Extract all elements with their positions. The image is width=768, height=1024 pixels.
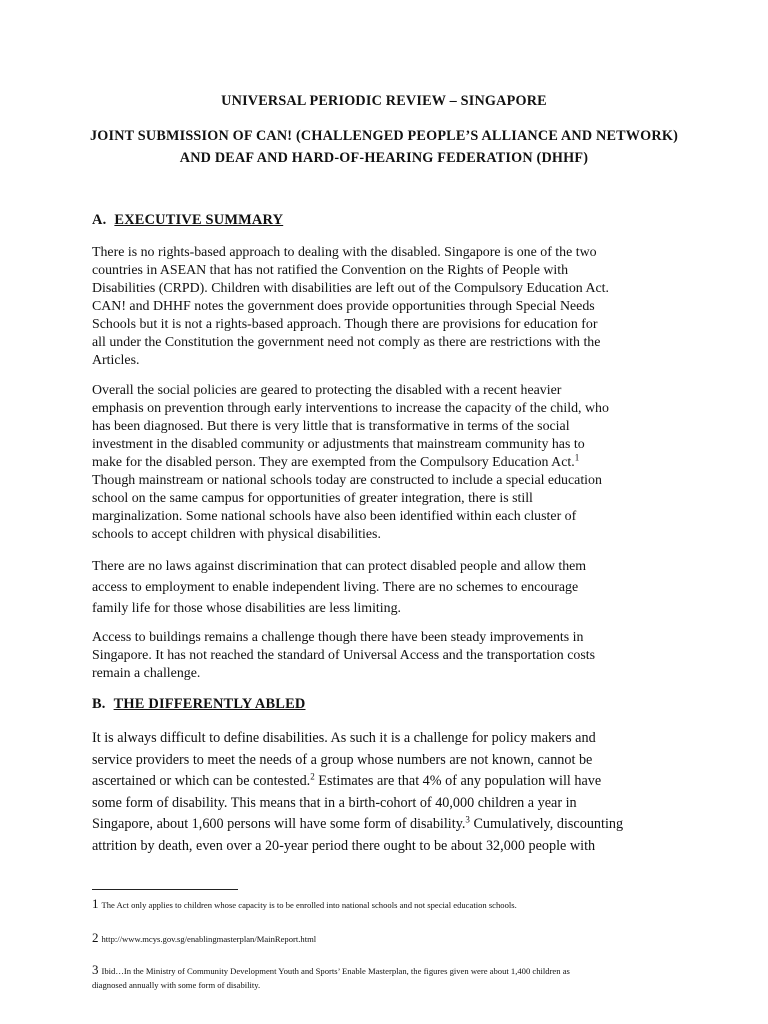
text-line: service providers to meet the needs of a group whose numbers are not known, cannot be (92, 751, 593, 768)
document-title: UNIVERSAL PERIODIC REVIEW – SINGAPORE (221, 93, 547, 109)
footnote-ref-2[interactable]: 2 (310, 771, 315, 782)
footnote-ref-1[interactable]: 1 (574, 452, 580, 463)
text-line: family life for those whose disabilities are less limiting. (92, 601, 402, 616)
text-line: It is always difficult to define disabilities. As such it is a challenge for policy makers and (92, 730, 596, 746)
footnote-text: The Act only applies to children whose capacity is to be enrolled into national schools and not special education schools. (101, 900, 517, 910)
text-line: access to employment to enable independent living. There are no schemes to encourage (92, 580, 579, 595)
text-line: Disabilities (CRPD). Children with disabilities are left out of the Compulsory Education Act. (92, 281, 609, 296)
text-line: remain a challenge. (92, 666, 201, 681)
text-line (92, 814, 680, 836)
text-line: Though mainstream or national schools today are constructed to include a special education (92, 473, 602, 488)
paragraph-executive-1 (92, 244, 680, 370)
section-b-heading (92, 696, 305, 713)
text-line: CAN! and DHHF notes the government does provide opportunities through Special Needs (92, 299, 595, 314)
footnote-3 (92, 963, 692, 992)
section-a-heading (92, 212, 283, 229)
text-line: attrition by death, even over a 20-year period there ought to be about 32,000 people with (92, 837, 596, 854)
footnote-divider (92, 889, 238, 890)
text-line: investment in the disabled community or adjustments that mainstream community has to (92, 437, 585, 452)
footnote-ref-3[interactable]: 3 (465, 814, 470, 825)
section-b-title: THE DIFFERENTLY ABLED (113, 696, 306, 712)
footnote-number: 1 (92, 896, 99, 911)
text-line: countries in ASEAN that has not ratified the Convention on the Rights of People with (92, 263, 569, 278)
text-line: Singapore. It has not reached the standard of Universal Access and the transportation costs (92, 648, 595, 663)
paragraph-differently-abled-1 (92, 728, 680, 858)
document-subtitle: JOINT SUBMISSION OF CAN! (CHALLENGED PEOPLE’S ALLIANCE AND NETWORK) AND DEAF AND HARD-OF-HEARING FEDERATION (DHHF) (89, 128, 679, 166)
footnote-2 (92, 931, 692, 946)
paragraph-executive-3 (92, 556, 680, 619)
text-line: Overall the social policies are geared to protecting the disabled with a recent heavier (92, 383, 562, 398)
text-fragment: ascertained or which can be contested. (92, 773, 311, 790)
paragraph-executive-4 (92, 629, 680, 683)
footnote-number: 3 (92, 962, 99, 977)
text-fragment: Singapore, about 1,600 persons will have some form of disability. (92, 816, 466, 833)
text-line: has been diagnosed. But there is very little that is transformative in terms of the social (92, 419, 570, 434)
footnote-text: Ibid…In the Ministry of Community Development Youth and Sports’ Enable Masterplan, the figures given were about 1,400 children as (101, 966, 570, 976)
text-line: all under the Constitution the government need not comply as there are restrictions with the (92, 335, 601, 350)
section-a-label: A. (92, 212, 107, 228)
text-fragment: Cumulatively, discounting (469, 816, 624, 833)
text-line (92, 771, 680, 793)
footnote-number: 2 (92, 930, 99, 945)
text-fragment: make for the disabled person. They are exempted from the Compulsory Education Act. (92, 455, 575, 470)
section-b-label: B. (92, 696, 106, 712)
text-line: some form of disability. This means that in a birth-cohort of 40,000 children a year in (92, 794, 577, 811)
paragraph-executive-2 (92, 382, 680, 544)
footnote-link[interactable]: http://www.mcys.gov.sg/enablingmasterplan/MainReport.html (101, 934, 317, 944)
text-line: emphasis on prevention through early interventions to increase the capacity of the child, who (92, 401, 609, 416)
footnote-text-continued: diagnosed annually with some form of disability. (92, 980, 261, 990)
text-line (92, 454, 680, 472)
text-line: Access to buildings remains a challenge though there have been steady improvements in (92, 630, 584, 645)
text-fragment: Estimates are that 4% of any population will have (314, 773, 602, 790)
text-line: school on the same campus for opportunities of greater integration, there is still (92, 491, 533, 506)
text-line: marginalization. Some national schools have also been identified within each cluster of (92, 509, 577, 524)
text-line: There are no laws against discrimination that can protect disabled people and allow them (92, 559, 587, 574)
section-a-title: EXECUTIVE SUMMARY (114, 212, 284, 228)
text-line: Schools but it is not a rights-based approach. Though there are provisions for education for (92, 317, 598, 332)
text-line: Articles. (92, 353, 140, 368)
text-line: There is no rights-based approach to dealing with the disabled. Singapore is one of the two (92, 245, 597, 260)
footnote-1 (92, 897, 692, 912)
text-line: schools to accept children with physical disabilities. (92, 527, 381, 542)
